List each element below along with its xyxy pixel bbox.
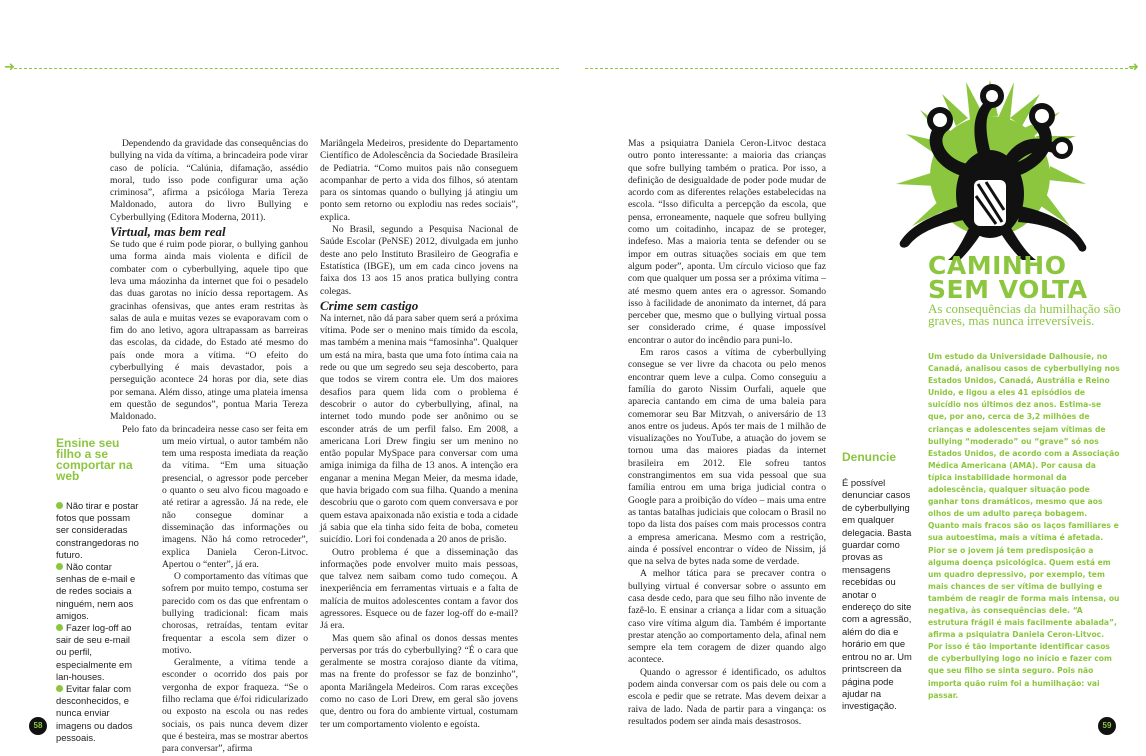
paragraph: Mariângela Medeiros, presidente do Departamento Científico de Adolescência da Sociedade Brasileira de Pediatria. “Como muitos pais não conseguem acompanhar de perto a vida dos filhos, só atentam para os sintomas quando o bullying já atingiu um ponto sem retorno ou explodiu nas redes sociais”, explica. [320,138,518,223]
paragraph: No Brasil, segundo a Pesquisa Nacional de Saúde Escolar (PeNSE) 2012, divulgada em junho deste ano pelo Instituto Brasileiro de Geografia e Estatística (IBGE), um em cada cinco jovens na faixa dos 13 aos 15 anos pratica bullying contra colegas. [320,224,518,297]
feature-text: Um estudo da Universidade Dalhousie, no Canadá, analisou casos de cyberbullying nos Estados Unidos, Canadá, Austrália e Reino Unido, e ligou a eles 41 episódios de suicídio nos últimos dez anos. Estima-se que, por ano, cerca de 3,2 milhões de crianças e adolescentes sejam vítimas de bullying “moderado” ou “grave” só nos Estados Unidos, de acordo com a Associação Médica Americana (AMA). Por causa da típica instabilidade hormonal da adolescência, qualquer situação pode ganhar tons dramáticos, mesmo que aos olhos de um adulto pareça bobagem. Quanto mais fracos são os laços familiares e sua autoestima, mais a vítima é afetada. Pior se o jovem já tem predisposição a alguma doença psicológica. Quem está em um quadro depressivo, por exemplo, tem mais chances de ser vítima de bullying e também de reagir de forma mais intensa, ou negativa, às consequências dele. “A estrutura frágil é mais facilmente abalada”, afirma a psiquiatra Daniela Ceron-Litvoc. Por isso é tão importante identificar casos de cyberbullying logo no início e fazer com que seu filho se sinta seguro. Pois não importa quão ruim foi a humilhação: vai passar. [928,352,1120,700]
paragraph: Geralmente, a vítima tende a esconder o ocorrido dos pais por vergonha de expor fraqueza. “Se o filho reclama que é/foi ridicularizado ou exposto na escola ou nas redes sociais, os pais nunca devem dizer que é besteira, mas se mostrar abertos para conversar”, afirma [162,657,308,755]
feature-subtitle: As consequências da humilhação são graves, mas nunca irreversíveis. [928,301,1121,328]
subheading: Crime sem castigo [320,297,419,313]
tips-sidebar [56,438,142,744]
top-dashed-rule-right [585,68,1133,70]
left-column-2 [320,138,518,731]
monster-illustration [890,76,1090,260]
bullet-icon [56,563,63,570]
sidebar-item: Não tirar e postar fotos que possam ser consideradas constrangedoras no futuro. [56,500,139,560]
bullet-icon [56,624,63,631]
paragraph: Mas quem são afinal os donos dessas mentes perversas por trás do cyberbullying? “É o cara que geralmente se mostra corajoso diante da vítima, mas na frente do professor se faz de bonzinho”, aponta Mariângela Medeiros. Com raras exceções como no caso de Lori Drew, em geral são jovens que, dentro ou fora do ambiente virtual, costumam ter um comportamento violento e egoísta. [320,632,518,730]
paragraph: Na internet, não dá para saber quem será a próxima vítima. Pode ser o menino mais tímido da escola, mas também a menina mais “famosinha”. Qualquer um está na mira, basta que uma foto íntima caia na rede ou que um segredo seu seja descoberto, para que todos se virem contra ele. Um dos maiores desafios para quem lida com o problema é descobrir o autor do cyberbullying, afinal, na internet todo mundo pode ser anônimo ou se esconder atrás de um perfil falso. Em 2008, a americana Lori Drew fingiu ser um menino no então popular MySpace para conversar com uma amiga inimiga da filha de 13 anos. A intenção era enganar a menina Megan Meier, da mesma idade, que havia brigado com sua filha. Quando a menina descobriu que o garoto com quem conversava e por quem estava apaixonada não existia e toda a cidade já sabia que ela tinha sido feita de boba, cometeu suicídio. Lori foi condenada a 20 anos de prisão. [320,312,518,546]
sidebar-item: Evitar falar com desconhecidos, e nunca enviar imagens ou dados pessoais. [56,683,133,743]
paragraph: Se tudo que é ruim pode piorar, o bullying ganhou uma forma ainda mais violenta e difícil de combater com o cyberbullying, aquele tipo que leva uma máozinha da internet que foi o pesadelo das duas garotas no início dessa reportagem. As gracinhas ofensivas, que antes eram restritas às salas de aula e muitas vezes se evaporavam com o fim do ano letivo, agora ultrapassam as barreiras das escolas, da cidade, do Estado até mesmo do país onde mora a vítima. “O efeito do cyberbullying é mais devastador, pois a perseguição acontece 24 horas por dia, sete dias por semana. Além disso, atinge uma plateia imensa em questão de segundos”, pontua Maria Tereza Maldonado. [110,239,308,423]
sidebar-item: Não contar senhas de e-mail e de redes sociais a ninguém, nem aos amigos. [56,561,136,621]
page-number-right: 59 [1098,717,1116,735]
paragraph: Quando o agressor é identificado, os adultos podem ainda conversar com os pais dele ou com a escola e pedir que se retrate. Mas devem deixar a raiva de lado. Nada de partir para a vingança: os resultados podem ser ainda mais desastrosos. [628,666,826,727]
paragraph: Dependendo da gravidade das consequências do bullying na vida da vítima, a brincadeira pode virar caso de polícia. “Calúnia, difamação, assédio moral, tudo isso pode configurar uma ação criminosa”, afirma a psicóloga Maria Tereza Maldonado, autora do livro Bullying e Cyberbullying (Editora Moderna, 2011). [110,138,308,223]
paragraph: Mas a psiquiatra Daniela Ceron-Litvoc destaca outro ponto interessante: a maioria das crianças que sofre bullying também o pratica. Por isso, a definição de desigualdade de poder pode mudar de acordo com as diferentes relações estabelecidas na escola. “Isso dificulta a percepção da escola, que pensa, erroneamente, naquele que sofreu bullying como um coitadinho, incapaz de se proteger, indefeso. Mas a maioria tenta se defender ou se impor em outras situações sociais em que tem algum poder”, aponta. Um círculo vicioso que faz com que qualquer um possa ser a próxima vítima – até mesmo quem antes era o agressor. Somando isso à facilidade de anonimato da internet, dá para perceber que, mesmo que o bullying virtual possa ser considerado crime, é quase impossível encontrar o autor do incêndio para puni-lo. [628,138,826,346]
paragraph: Em raros casos a vítima de cyberbullying consegue se ver livre da chacota ou pelo menos encontrar quem leve a culpa. Como conseguiu a família do garoto Nissim Ourfali, aquele que aparecia cantando em cima de uma baleia para comemorar seu Bar Mitzvah, o aniversário de 13 anos entre os judeus. Após ter mais de 1 milhão de visualizações no YouTube, a atuação do jovem se tornou uma das maiores piadas da internet brasileira em 2012. Ele sofreu tantos constrangimentos em sua vida pessoal que sua família entrou em uma briga judicial contra o Google para a proibição do vídeo – mais uma entre as tantas batalhas judiciais que colocam o Brasil no topo da lista dos países com mais processos contra a empresa americana. Mesmo com a restrição, ainda é possível encontrar o vídeo de Nissim, já que na selva de bytes nada some de verdade. [628,347,826,568]
subheading: Virtual, mas bem real [110,224,226,240]
bullet-icon [56,685,63,692]
arrow-right-icon: ➜ [4,60,15,75]
page-number-left: 58 [29,717,47,735]
paragraph: Outro problema é que a disseminação das informações pode envolver muito mais pessoas, que talvez nem saibam como tudo começou. A inexperiência em ferramentas virtuais e a falta de malícia de muitos adolescentes contam a favor dos agressores. Esquece ou de fazer log-off do e-mail? Já era. [320,546,518,632]
paragraph: A melhor tática para se precaver contra o bullying virtual é conversar sobre o assunto em casa desde cedo, para que seu filho não invente de fazê-lo. E ensinar a criança a lidar com a situação caso vire vítima algum dia. Também é importante prestar atenção ao comportamento dela, afinal nem sempre ela tem coragem de dizer quando algo acontece. [628,568,826,666]
sidebar-title: Ensine seu filho a se comportar na web [56,436,133,483]
top-dashed-rule-left [14,68,559,70]
sidebar-item: Fazer log-off ao sair de seu e-mail ou perfil, especialmente em lan-houses. [56,622,133,682]
denuncie-text: É possível denunciar casos de cyberbullying em qualquer delegacia. Basta guardar como provas as mensagens recebidas ou anotar o endereço do site com a agressão, além do dia e horário em que entrou no ar. Um printscreen da página pode ajudar na investigação. [842,477,912,712]
feature-title: CAMINHO SEM VOLTA [928,251,1088,304]
arrow-right-icon: ➜ [1128,60,1139,75]
denuncie-title: Denuncie [842,450,897,464]
bullet-icon [56,502,63,509]
right-column-1 [628,138,826,728]
paragraph: Pelo fato da brincadeira nesse caso ser feita em um meio virtual, o autor também não tem uma resposta imediata da reação da vítima. “Em uma situação presencial, o agressor pode perceber o quanto o seu alvo ficou magoado e até retirar a agressão. Já na rede, ele não consegue dominar a disseminação das informações ou imagens. Não há como retroceder”, explica Daniela Ceron-Litvoc. Apertou o “enter”, já era. [122,423,308,570]
paragraph: O comportamento das vítimas que sofrem por muito tempo, costuma ser parecido com os das que enfrentam o bullying tradicional: ficam mais chorosas, retraídas, tentam evitar frequentar a escola sem dizer o motivo. [162,571,308,656]
